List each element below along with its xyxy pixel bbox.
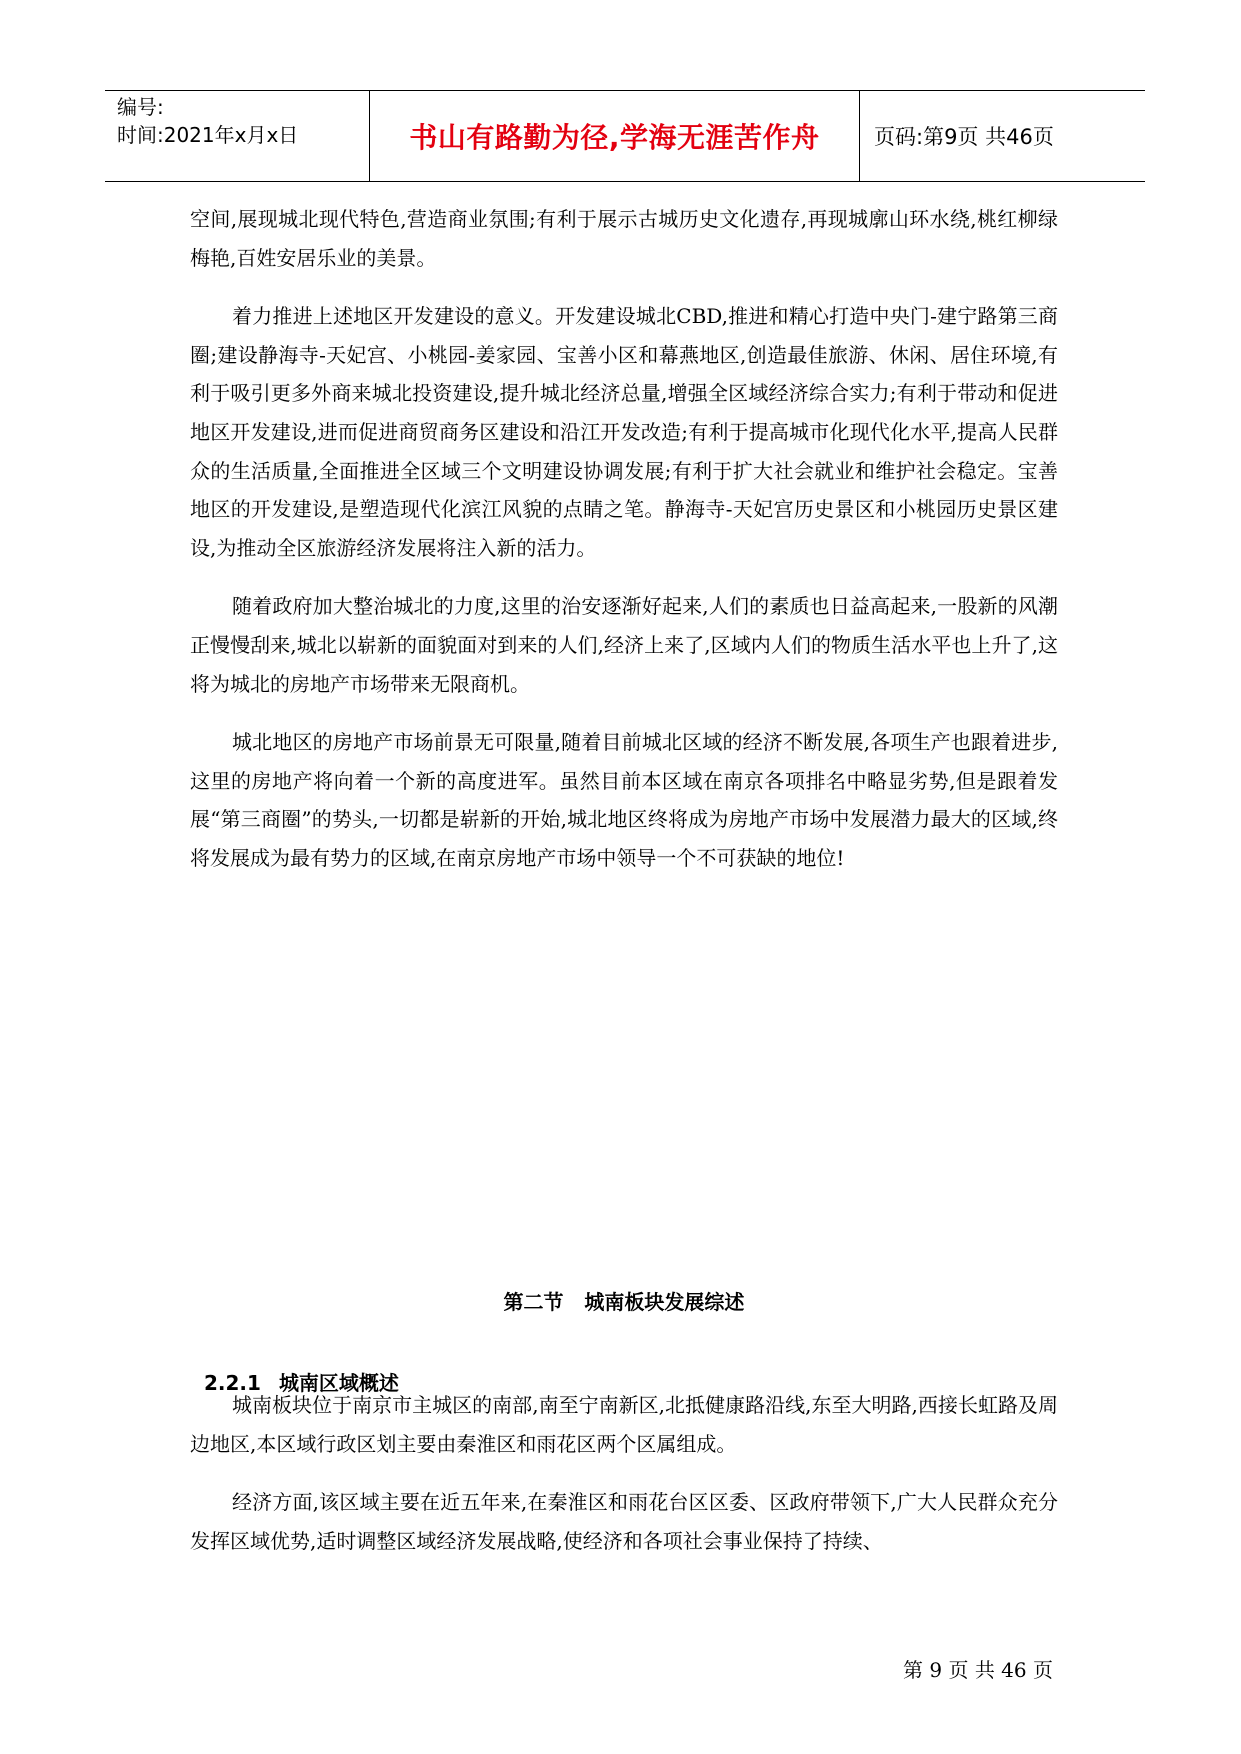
document-time-label: 时间:2021年x月x日 <box>117 123 299 147</box>
subsection-title: 城南区域概述 <box>278 1371 399 1395</box>
section-heading: 第二节 城南板块发展综述 <box>503 1290 745 1314</box>
paragraph: 经济方面,该区域主要在近五年来,在秦淮区和雨花台区区委、区政府带领下,广大人民群众充分发挥区域优势,适时调整区域经济发展战略,使经济和各项社会事业保持了持续、 <box>190 1489 1058 1553</box>
paragraph: 着力推进上述地区开发建设的意义。开发建设城北CBD,推进和精心打造中央门-建宁路第三商圈;建设静海寺-天妃宫、小桃园-姜家园、宝善小区和幕燕地区,创造最佳旅游、休闲、居住环境,有利于吸引更多外商来城北投资建设,提升城北经济总量,增强全区域经济综合实力;有利于带动和促进地区开发建设,进而促进商贸商务区建设和沿江开发改造;有利于提高城市化现代化水平,提高人民群众的生活质量,全面推进全区域三个文明建设协调发展;有利于扩大社会就业和维护社会稳定。宝善地区的开发建设,是塑造现代化滨江风貌的点睛之笔。静海寺-天妃宫历史景区和小桃园历史景区建设,为推动全区旅游经济发展将注入新的活力。 <box>190 303 1058 561</box>
header-info-cell <box>105 91 370 181</box>
subsection-number: 2.2.1 <box>203 1371 261 1395</box>
paragraph: 空间,展现城北现代特色,营造商业氛围;有利于展示古城历史文化遗存,再现城廓山环水绕,桃红柳绿梅艳,百姓安居乐业的美景。 <box>190 207 1058 270</box>
paragraph: 城北地区的房地产市场前景无可限量,随着目前城北区域的经济不断发展,各项生产也跟着进步,这里的房地产将向着一个新的高度进军。虽然目前本区域在南京各项排名中略显劣势,但是跟着发展“第三商圈”的势头,一切都是崭新的开始,城北地区终将成为房地产市场中发展潜力最大的区域,终将发展成为最有势力的区域,在南京房地产市场中领导一个不可获缺的地位! <box>190 729 1058 871</box>
body-text-section2 <box>190 1386 1058 1580</box>
page-header <box>105 90 1145 182</box>
document-number-label: 编号: <box>117 95 164 119</box>
page-footer: 第 9 页 共 46 页 <box>903 1658 1053 1682</box>
paragraph: 随着政府加大整治城北的力度,这里的治安逐渐好起来,人们的素质也日益高起来,一股新的风潮正慢慢刮来,城北以崭新的面貌面对到来的人们,经济上来了,区域内人们的物质生活水平也上升了,这将为城北的房地产市场带来无限商机。 <box>190 594 1058 696</box>
header-motto: 书山有路勤为径,学海无涯苦作舟 <box>370 91 860 181</box>
paragraph: 城南板块位于南京市主城区的南部,南至宁南新区,北抵健康路沿线,东至大明路,西接长虹路及周边地区,本区域行政区划主要由秦淮区和雨花区两个区属组成。 <box>190 1393 1058 1456</box>
body-text <box>190 200 1058 897</box>
header-page-code: 页码:第9页 共46页 <box>874 125 1054 149</box>
